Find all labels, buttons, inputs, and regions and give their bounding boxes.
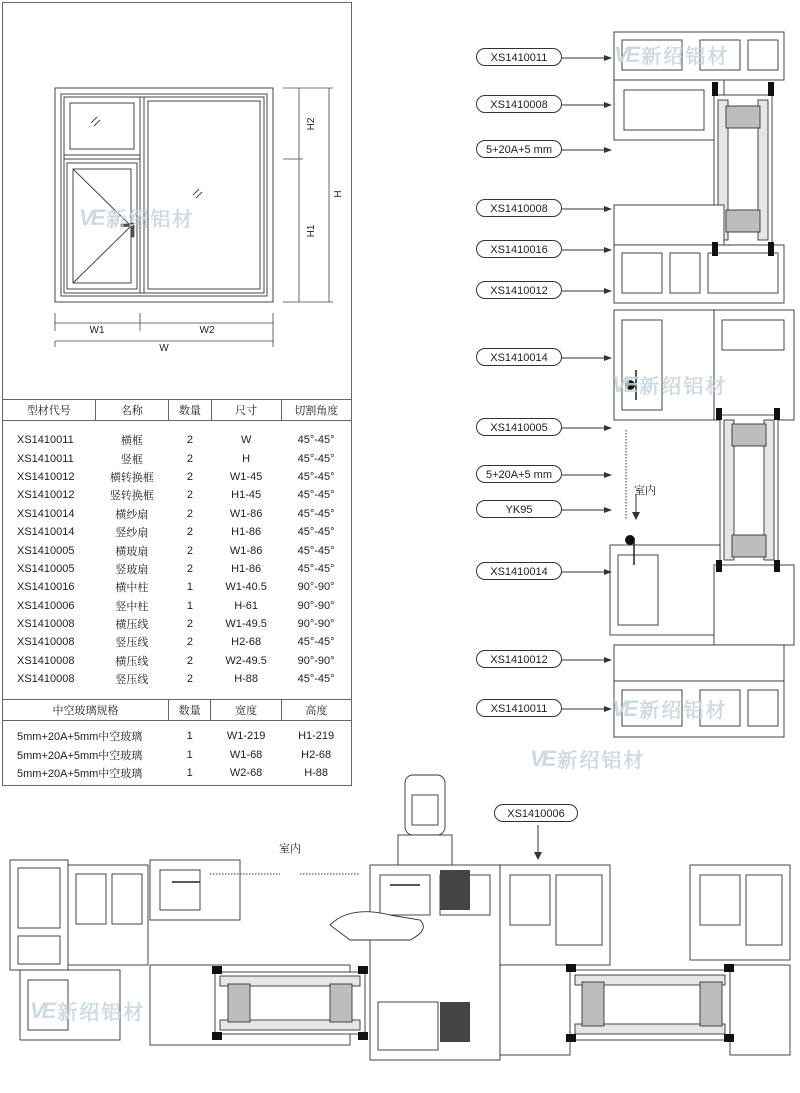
outer-frame <box>55 88 273 302</box>
window-elevation-drawing <box>3 3 351 398</box>
indoor-label-horizontal: 室内 <box>279 843 301 855</box>
table-cell: XS1410012 <box>17 470 75 483</box>
th-code: 型材代号 <box>3 400 95 421</box>
table-cell: XS1410014 <box>17 526 75 539</box>
table-cell: H-88 <box>304 766 329 779</box>
table-cell: W2-68 <box>229 766 263 779</box>
watermark <box>79 203 194 232</box>
table-cell: XS1410005 <box>17 562 75 575</box>
table-cell: 横中柱 <box>115 582 149 595</box>
table-cell: 2 <box>186 673 194 686</box>
callout-leader <box>562 245 612 255</box>
table-cell: W1-68 <box>229 748 263 761</box>
table-cell: H2-68 <box>301 748 332 761</box>
table-cell: 90°-90° <box>297 581 335 594</box>
table-cell: 1 <box>186 581 194 594</box>
callout-label: XS1410011 <box>476 699 562 717</box>
right-fixed-pane <box>148 101 260 289</box>
table-cell: W1-86 <box>229 544 263 557</box>
callout-label: XS1410012 <box>476 281 562 299</box>
callout-label: XS1410011 <box>476 48 562 66</box>
table-row <box>3 486 351 504</box>
table-cell: XS1410011 <box>17 434 74 447</box>
dim-h1: H1 <box>306 224 317 238</box>
table-cell: 1 <box>186 766 193 779</box>
callout-leader <box>562 423 612 433</box>
watermark: VE 新绍铝材 <box>30 997 146 1024</box>
callout-leader <box>562 204 612 214</box>
callout-leader <box>562 145 612 155</box>
callout-leader <box>562 100 612 110</box>
profile-lower-converter <box>614 645 784 681</box>
table-cell: W1-86 <box>229 507 263 520</box>
callout-label: XS1410008 <box>476 199 562 217</box>
table-cell: H1-219 <box>298 730 335 743</box>
table-row <box>3 652 351 670</box>
dim-h: H <box>333 190 344 198</box>
table-cell: XS1410012 <box>17 489 75 502</box>
table-row <box>3 449 351 467</box>
table-cell: 90°-90° <box>297 599 335 612</box>
callout-mullion: XS1410006 <box>494 804 578 822</box>
table-cell: W1-45 <box>229 470 263 483</box>
table-cell: 1 <box>186 748 193 761</box>
table-cell: 2 <box>186 470 194 483</box>
callout-label: XS1410012 <box>476 650 562 668</box>
table-row <box>3 615 351 633</box>
th-glass-qty: 数量 <box>168 700 211 721</box>
dim-w: W <box>159 343 169 354</box>
table-cell: XS1410011 <box>17 452 74 465</box>
indoor-label-vertical: 室内 <box>634 485 656 497</box>
table-cell: 2 <box>186 544 194 557</box>
table-cell: 45°-45° <box>297 636 335 649</box>
table-cell: 横纱扇 <box>115 508 149 521</box>
table-cell: 5mm+20A+5mm中空玻璃 <box>17 749 143 762</box>
table-cell: 竖玻扇 <box>115 563 149 576</box>
table-cell: 2 <box>186 526 194 539</box>
table-cell: H <box>242 452 251 465</box>
table-cell: XS1410008 <box>17 654 75 667</box>
table-cell: 45°-45° <box>297 526 335 539</box>
table-cell: 2 <box>186 562 194 575</box>
table-cell: 45°-45° <box>297 507 335 520</box>
table-cell: H1-86 <box>231 526 262 539</box>
watermark: VE 新绍铝材 <box>614 41 730 68</box>
table-cell: 45°-45° <box>297 434 335 447</box>
table-cell: 90°-90° <box>297 654 335 667</box>
table-cell: 5mm+20A+5mm中空玻璃 <box>17 731 143 744</box>
table-cell: 45°-45° <box>297 673 335 686</box>
table-cell: H2-68 <box>231 636 262 649</box>
table-row <box>3 505 351 523</box>
table-cell: H1-86 <box>231 562 262 575</box>
dim-w2: W2 <box>199 325 215 336</box>
table-cell: 竖框 <box>120 453 143 466</box>
spec-panel <box>2 2 352 786</box>
table-row <box>3 541 351 559</box>
callout-leader <box>562 353 612 363</box>
table-cell: XS1410014 <box>17 507 75 520</box>
table-row <box>3 421 351 450</box>
table-cell: 竖压线 <box>115 674 149 687</box>
indoor-arrow <box>586 494 646 524</box>
table-row <box>3 468 351 486</box>
callout-leader <box>562 704 612 714</box>
th-qty: 数量 <box>169 400 211 421</box>
table-row <box>3 560 351 578</box>
callout-label: XS1410014 <box>476 562 562 580</box>
table-cell: 2 <box>186 654 194 667</box>
table-cell: 2 <box>186 489 194 502</box>
dim-w1: W1 <box>89 325 105 336</box>
callout-label: XS1410008 <box>476 95 562 113</box>
table-cell: XS1410016 <box>17 581 75 594</box>
brand-name: 新绍铝材 <box>106 209 195 231</box>
brand-logo: VE <box>79 204 103 230</box>
table-row <box>3 670 351 688</box>
watermark: VE 新绍铝材 <box>612 695 728 722</box>
table-cell: 2 <box>186 507 194 520</box>
table-cell: H1-45 <box>231 489 262 502</box>
table-cell: XS1410008 <box>17 618 75 631</box>
table-cell: W2-49.5 <box>225 654 267 667</box>
callout-leader <box>562 470 612 480</box>
table-cell: 横框 <box>120 435 143 448</box>
table-cell: 90°-90° <box>297 618 335 631</box>
callout-leader <box>562 53 612 63</box>
table-cell: 2 <box>186 636 194 649</box>
callout-label: 5+20A+5 mm <box>476 465 562 483</box>
table-row <box>3 745 351 763</box>
profiles-table <box>3 399 351 688</box>
table-cell: 横压线 <box>115 619 149 632</box>
table-cell: XS1410006 <box>17 599 75 612</box>
table-cell: 1 <box>186 599 194 612</box>
table-cell: XS1410005 <box>17 544 75 557</box>
table-cell: 5mm+20A+5mm中空玻璃 <box>17 767 143 780</box>
table-cell: 45°-45° <box>297 562 335 575</box>
callout-leader <box>562 567 612 577</box>
table-cell: 45°-45° <box>297 489 335 502</box>
th-glass-width: 宽度 <box>211 700 281 721</box>
th-glass-height: 高度 <box>281 700 351 721</box>
table-cell: 2 <box>186 618 194 631</box>
th-angle: 切割角度 <box>281 400 351 421</box>
table-cell: W <box>240 434 252 447</box>
table-cell: 45°-45° <box>297 470 335 483</box>
table-row <box>3 523 351 541</box>
callout-label: 5+20A+5 mm <box>476 140 562 158</box>
table-row <box>3 633 351 651</box>
table-row <box>3 578 351 596</box>
table-cell: W1-40.5 <box>225 581 267 594</box>
watermark: VE 新绍铝材 <box>612 371 728 398</box>
table-cell: 45°-45° <box>297 544 335 557</box>
table-cell: 竖压线 <box>115 637 149 650</box>
table-cell: 横压线 <box>115 655 149 668</box>
table-row <box>3 597 351 615</box>
table-cell: W1-49.5 <box>225 618 267 631</box>
th-glass-spec: 中空玻璃规格 <box>3 700 168 721</box>
callout-leader <box>562 655 612 665</box>
table-cell: 2 <box>186 434 194 447</box>
table-cell: 竖纱扇 <box>115 527 149 540</box>
callout-label: XS1410016 <box>476 240 562 258</box>
table-cell: H-61 <box>234 599 259 612</box>
table-cell: W1-219 <box>226 730 266 743</box>
table-cell: 横转换框 <box>109 471 154 484</box>
callout-label: YK95 <box>476 500 562 518</box>
table-cell: XS1410008 <box>17 636 75 649</box>
table-cell: 45°-45° <box>297 452 335 465</box>
top-left-pane <box>64 97 140 155</box>
table-cell: 竖转换框 <box>109 490 154 503</box>
table-cell: 竖中柱 <box>115 600 149 613</box>
table-cell: 横玻扇 <box>115 545 149 558</box>
watermark: VE 新绍铝材 <box>530 745 646 772</box>
callout-leader <box>562 286 612 296</box>
callout-label: XS1410014 <box>476 348 562 366</box>
table-cell: H-88 <box>234 673 259 686</box>
th-size: 尺寸 <box>211 400 281 421</box>
table-cell: XS1410008 <box>17 673 75 686</box>
table-cell: 2 <box>186 452 194 465</box>
horizontal-section-drawing <box>0 770 800 1093</box>
table-cell: 1 <box>186 730 193 743</box>
table-row <box>3 721 351 746</box>
th-name: 名称 <box>95 400 169 421</box>
callout-label: XS1410005 <box>476 418 562 436</box>
dim-h2: H2 <box>306 117 317 131</box>
